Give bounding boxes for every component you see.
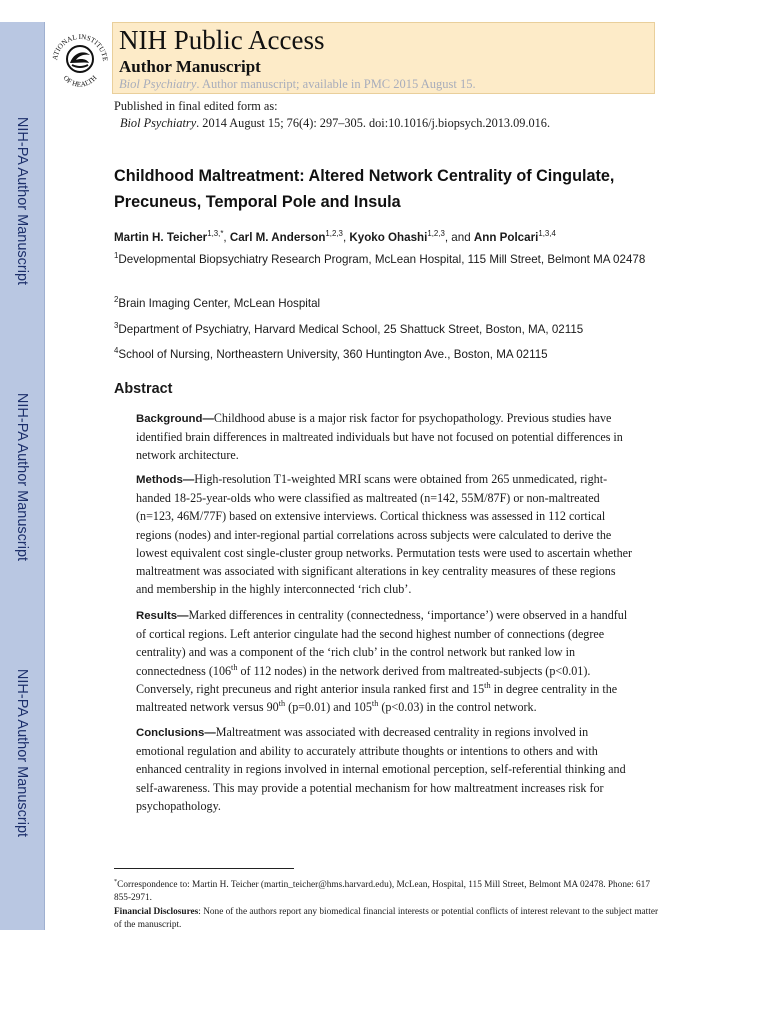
citation-journal: Biol Psychiatry (120, 116, 197, 130)
author-affiliation-marker: 1,2,3 (325, 229, 343, 239)
affiliation (114, 295, 659, 313)
author-name: Ann Polcari (473, 231, 539, 244)
abstract-background (136, 409, 634, 465)
correspondence-footnote (114, 879, 659, 904)
affiliation-text: School of Nursing, Northeastern University, 360 Huntington Ave., Boston, MA 02115 (118, 348, 548, 361)
author-name: Carl M. Anderson (229, 231, 326, 244)
section-text: (p=0.01) and 105 (285, 700, 372, 715)
section-text: Maltreatment was associated with decreased centrality in regions involved in emotional regulation and ability to accurately attribute thoughts or intentions to others and with enhanced centrality in regions involved in internal emotional perception, self-referential thinking and self-awareness. This may provide a potential mechanism for how maltreatment increases risk for psychopathology. (136, 725, 626, 813)
affiliation-text: Developmental Biopsychiatry Research Program, McLean Hospital, 115 Mill Street, Belmont MA 02478 (118, 253, 646, 266)
author-affiliation-marker: 1,3,4 (538, 229, 556, 239)
banner-title: NIH Public Access (119, 25, 325, 55)
banner-subtitle: Author Manuscript (119, 57, 261, 76)
abstract-conclusions (136, 723, 634, 815)
published-in (114, 98, 550, 132)
section-text: High-resolution T1-weighted MRI scans were obtained from 265 unmedicated, right-handed 18-25-year-olds who were classified as maltreated (n=142, 55M/87F) or non-maltreated (n=123, 46M/77F) based on extensive interviews. Cortical thickness was assessed in 112 cortical regions (nodes) and inter-regional partial correlations across subjects were calculated to derive the lowest equivalent cost single-cluster group networks. Permutation tests were used to ascertain whether maltreatment was associated with significant alterations in key centrality measures of these regions and membership in the highly interconnected ‘rich club’. (136, 472, 633, 597)
abstract-heading: Abstract (114, 381, 173, 397)
disclosure-text: : None of the authors report any biomedical financial interests or potential conflicts of interest relevant to the subject matter of the manuscript. (114, 907, 659, 930)
affiliation-number: 4 (114, 346, 119, 356)
banner-note-text: . Author manuscript; available in PMC 2015 August 15. (196, 77, 476, 91)
abstract-results (136, 606, 634, 716)
section-label: Conclusions— (136, 727, 216, 739)
section-text: of 112 nodes) in the network derived from maltreated-subjects (p<0.01). Conversely, right precuneus and right anterior insula ranked first and 15 (136, 663, 591, 696)
affiliation-number: 3 (114, 321, 119, 331)
author-affiliation-marker: 1,2,3 (427, 229, 445, 239)
affiliation (114, 321, 659, 339)
section-label: Methods— (136, 474, 195, 486)
affiliation (114, 346, 659, 364)
affiliation (114, 251, 659, 269)
footnote-divider (114, 868, 294, 869)
nih-public-access-banner (112, 22, 655, 94)
affiliation-number: 2 (114, 295, 119, 305)
abstract-methods (136, 470, 634, 598)
affiliation-number: 1 (114, 251, 119, 261)
banner-journal: Biol Psychiatry (119, 77, 197, 91)
nih-logo (46, 22, 112, 94)
ordinal-suffix: th (371, 698, 379, 708)
citation-text: . 2014 August 15; 76(4): 297–305. doi:10.1016/j.biopsych.2013.09.016. (196, 116, 551, 130)
affiliation-text: Brain Imaging Center, McLean Hospital (118, 297, 321, 310)
financial-disclosures-footnote (114, 906, 659, 931)
author-separator: , and (444, 231, 474, 244)
banner-availability-note (119, 77, 476, 92)
section-label: Background— (136, 413, 214, 425)
section-text: (p<0.03) in the control network. (378, 700, 537, 715)
citation (114, 115, 550, 132)
ordinal-suffix: th (484, 680, 491, 690)
section-text: in degree centrality in the maltreated network versus 90 (136, 681, 618, 715)
footnote-marker: * (114, 877, 118, 885)
author-name: Martin H. Teicher (114, 231, 208, 244)
disclosure-label: Financial Disclosures (114, 907, 199, 917)
ordinal-suffix: th (231, 662, 238, 672)
author-separator: , (342, 231, 350, 244)
author-list (114, 231, 674, 244)
author-separator: , (223, 231, 230, 244)
svg-text:NATIONAL INSTITUTES: ATIONAL INSTITUTE (51, 32, 110, 62)
section-label: Results— (136, 610, 189, 622)
correspondence-text: Correspondence to: Martin H. Teicher (martin_teicher@hms.harvard.edu), McLean, Hospital, 115 Mill Street, Belmont MA 02478. Phone: 617 855-2971. (114, 880, 650, 903)
author-name: Kyoko Ohashi (349, 231, 428, 244)
ordinal-suffix: th (278, 698, 286, 708)
author-affiliation-marker: 1,3,* (207, 229, 224, 239)
section-text: Childhood abuse is a major risk factor for psychopathology. Previous studies have identified brain differences in maltreated individuals but have not focused on potential differences in network architecture. (136, 411, 623, 463)
affiliation-text: Department of Psychiatry, Harvard Medical School, 25 Shattuck Street, Boston, MA, 02115 (118, 323, 584, 336)
svg-text:OF HEALTH: OF HEALTH (61, 74, 99, 89)
published-label: Published in final edited form as: (114, 99, 278, 113)
article-title: Childhood Maltreatment: Altered Network Centrality of Cingulate, Precuneus, Temporal Pole and Insula (114, 167, 615, 211)
section-text: Marked differences in centrality (connectedness, ‘importance’) were observed in a handful of cortical regions. Left anterior cingulate had the second highest number of connections (degree centrality) and was a component of the ‘rich club’ in the control network but ranked low in connectedness (106 (136, 608, 628, 678)
